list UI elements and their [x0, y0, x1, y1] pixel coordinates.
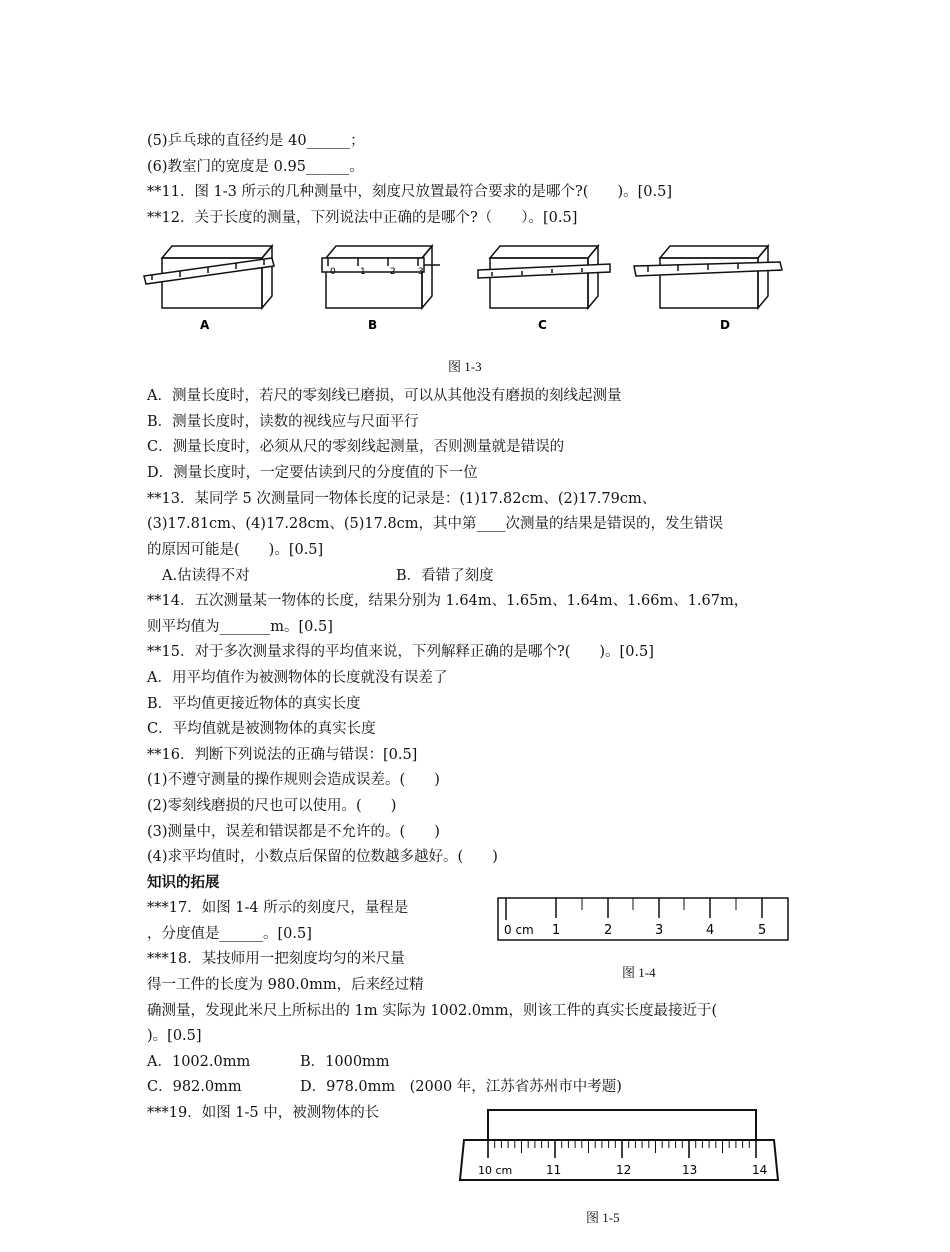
ruler-b-label-2: 2: [390, 267, 396, 277]
figure-1-5-caption: 图 1-5: [586, 1210, 620, 1225]
ruler-b-label-1: 1: [360, 267, 366, 277]
figure-1-3-b: [322, 246, 440, 308]
figure-label-a: A: [200, 318, 210, 332]
figure-1-3: [140, 240, 800, 340]
ruler-1-5-tick-14: 14: [752, 1163, 768, 1177]
question-18-line-2: 得一工件的长度为 980.0mm，后来经过精: [147, 977, 424, 993]
question-13-line-3: 的原因可能是( )。[0.5]: [147, 542, 324, 558]
ruler-1-4-tick-5: 5: [758, 923, 767, 938]
option-15-c: C．平均值就是被测物体的真实长度: [147, 721, 376, 737]
question-13-line-1: **13．某同学 5 次测量同一物体长度的记录是：(1)17.82cm、(2)17.79cm、: [147, 491, 657, 507]
question-11: **11．图 1-3 所示的几种测量中，刻度尺放置最符合要求的是哪个?( )。[0.5]: [147, 184, 672, 200]
statement-16-4: (4)求平均值时，小数点后保留的位数越多越好。( ): [147, 849, 498, 865]
question-17-line-1: ***17．如图 1-4 所示的刻度尺，量程是: [147, 900, 409, 916]
ruler-1-4-tick-0: 0 cm: [504, 923, 534, 937]
question-14-line-2: 则平均值为_______m。[0.5]: [147, 619, 333, 635]
figure-1-3-d: [634, 246, 782, 308]
line-5: (5)乒乓球的直径约是 40______；: [147, 133, 365, 149]
ruler-1-4-tick-3: 3: [655, 923, 664, 938]
section-heading: 知识的拓展: [147, 875, 220, 891]
statement-16-3: (3)测量中，误差和错误都是不允许的。( ): [147, 824, 440, 840]
figure-1-4-caption: 图 1-4: [622, 965, 656, 980]
statement-16-2: (2)零刻线磨损的尺也可以使用。( ): [147, 798, 397, 814]
option-15-a: A．用平均值作为被测物体的长度就没有误差了: [147, 670, 448, 686]
ruler-1-4-tick-1: 1: [552, 923, 561, 938]
figure-1-3-a: [144, 246, 274, 308]
option-18-c: C．982.0mm: [147, 1079, 242, 1095]
ruler-1-5-tick-12: 12: [616, 1163, 632, 1177]
figure-label-d: D: [720, 318, 730, 332]
question-15: **15．对于多次测量求得的平均值来说，下列解释正确的是哪个?( )。[0.5]: [147, 644, 654, 660]
option-13-a: A.估读得不对: [162, 568, 250, 584]
question-18-line-1: ***18．某技师用一把刻度均匀的米尺量: [147, 951, 405, 967]
ruler-b-label-3: 3: [418, 267, 424, 277]
figure-1-3-c: [478, 246, 610, 308]
statement-16-1: (1)不遵守测量的操作规则会造成误差。( ): [147, 772, 440, 788]
option-18-a: A．1002.0mm: [147, 1054, 251, 1070]
ruler-1-5-tick-10: 10 cm: [478, 1164, 513, 1177]
ruler-b-label-0: 0: [330, 267, 336, 277]
question-19: ***19．如图 1-5 中，被测物体的长: [147, 1105, 380, 1121]
option-18-b: B．1000mm: [300, 1054, 390, 1070]
question-14-line-1: **14．五次测量某一物体的长度，结果分别为 1.64m、1.65m、1.64m、1.66m、1.67m，: [147, 593, 749, 609]
option-13-b: B．看错了刻度: [396, 568, 494, 584]
ruler-1-5-tick-13: 13: [682, 1163, 698, 1177]
figure-1-5: [458, 1106, 784, 1186]
option-12-b: B．测量长度时，读数的视线应与尺面平行: [147, 414, 419, 430]
figure-label-b: B: [368, 318, 378, 332]
ruler-1-5-tick-11: 11: [546, 1163, 562, 1177]
question-12: **12．关于长度的测量，下列说法中正确的是哪个?（ ）。[0.5]: [147, 210, 578, 226]
option-18-d: D．978.0mm (2000 年，江苏省苏州市中考题): [300, 1079, 622, 1095]
question-13-line-2: (3)17.81cm、(4)17.28cm、(5)17.8cm，其中第____次测量的结果是错误的，发生错误: [147, 516, 724, 532]
ruler-1-4-tick-4: 4: [706, 923, 715, 938]
option-12-d: D．测量长度时，一定要估读到尺的分度值的下一位: [147, 465, 478, 481]
option-15-b: B．平均值更接近物体的真实长度: [147, 696, 361, 712]
figure-1-4: [496, 896, 792, 944]
figure-label-c: C: [538, 318, 547, 332]
option-12-a: A．测量长度时，若尺的零刻线已磨损，可以从其他没有磨损的刻线起测量: [147, 388, 622, 404]
question-18-line-3: 确测量，发现此米尺上所标出的 1m 实际为 1002.0mm，则该工件的真实长度最接近于(: [147, 1003, 718, 1019]
option-12-c: C．测量长度时，必须从尺的零刻线起测量，否则测量就是错误的: [147, 439, 565, 455]
figure-1-3-caption: 图 1-3: [448, 359, 482, 374]
line-6: (6)教室门的宽度是 0.95______。: [147, 159, 364, 175]
question-16: **16．判断下列说法的正确与错误：[0.5]: [147, 747, 418, 763]
ruler-1-4-tick-2: 2: [604, 923, 613, 938]
question-17-line-2: ，分度值是______。[0.5]: [147, 926, 312, 942]
question-18-line-4: )。[0.5]: [147, 1028, 202, 1044]
